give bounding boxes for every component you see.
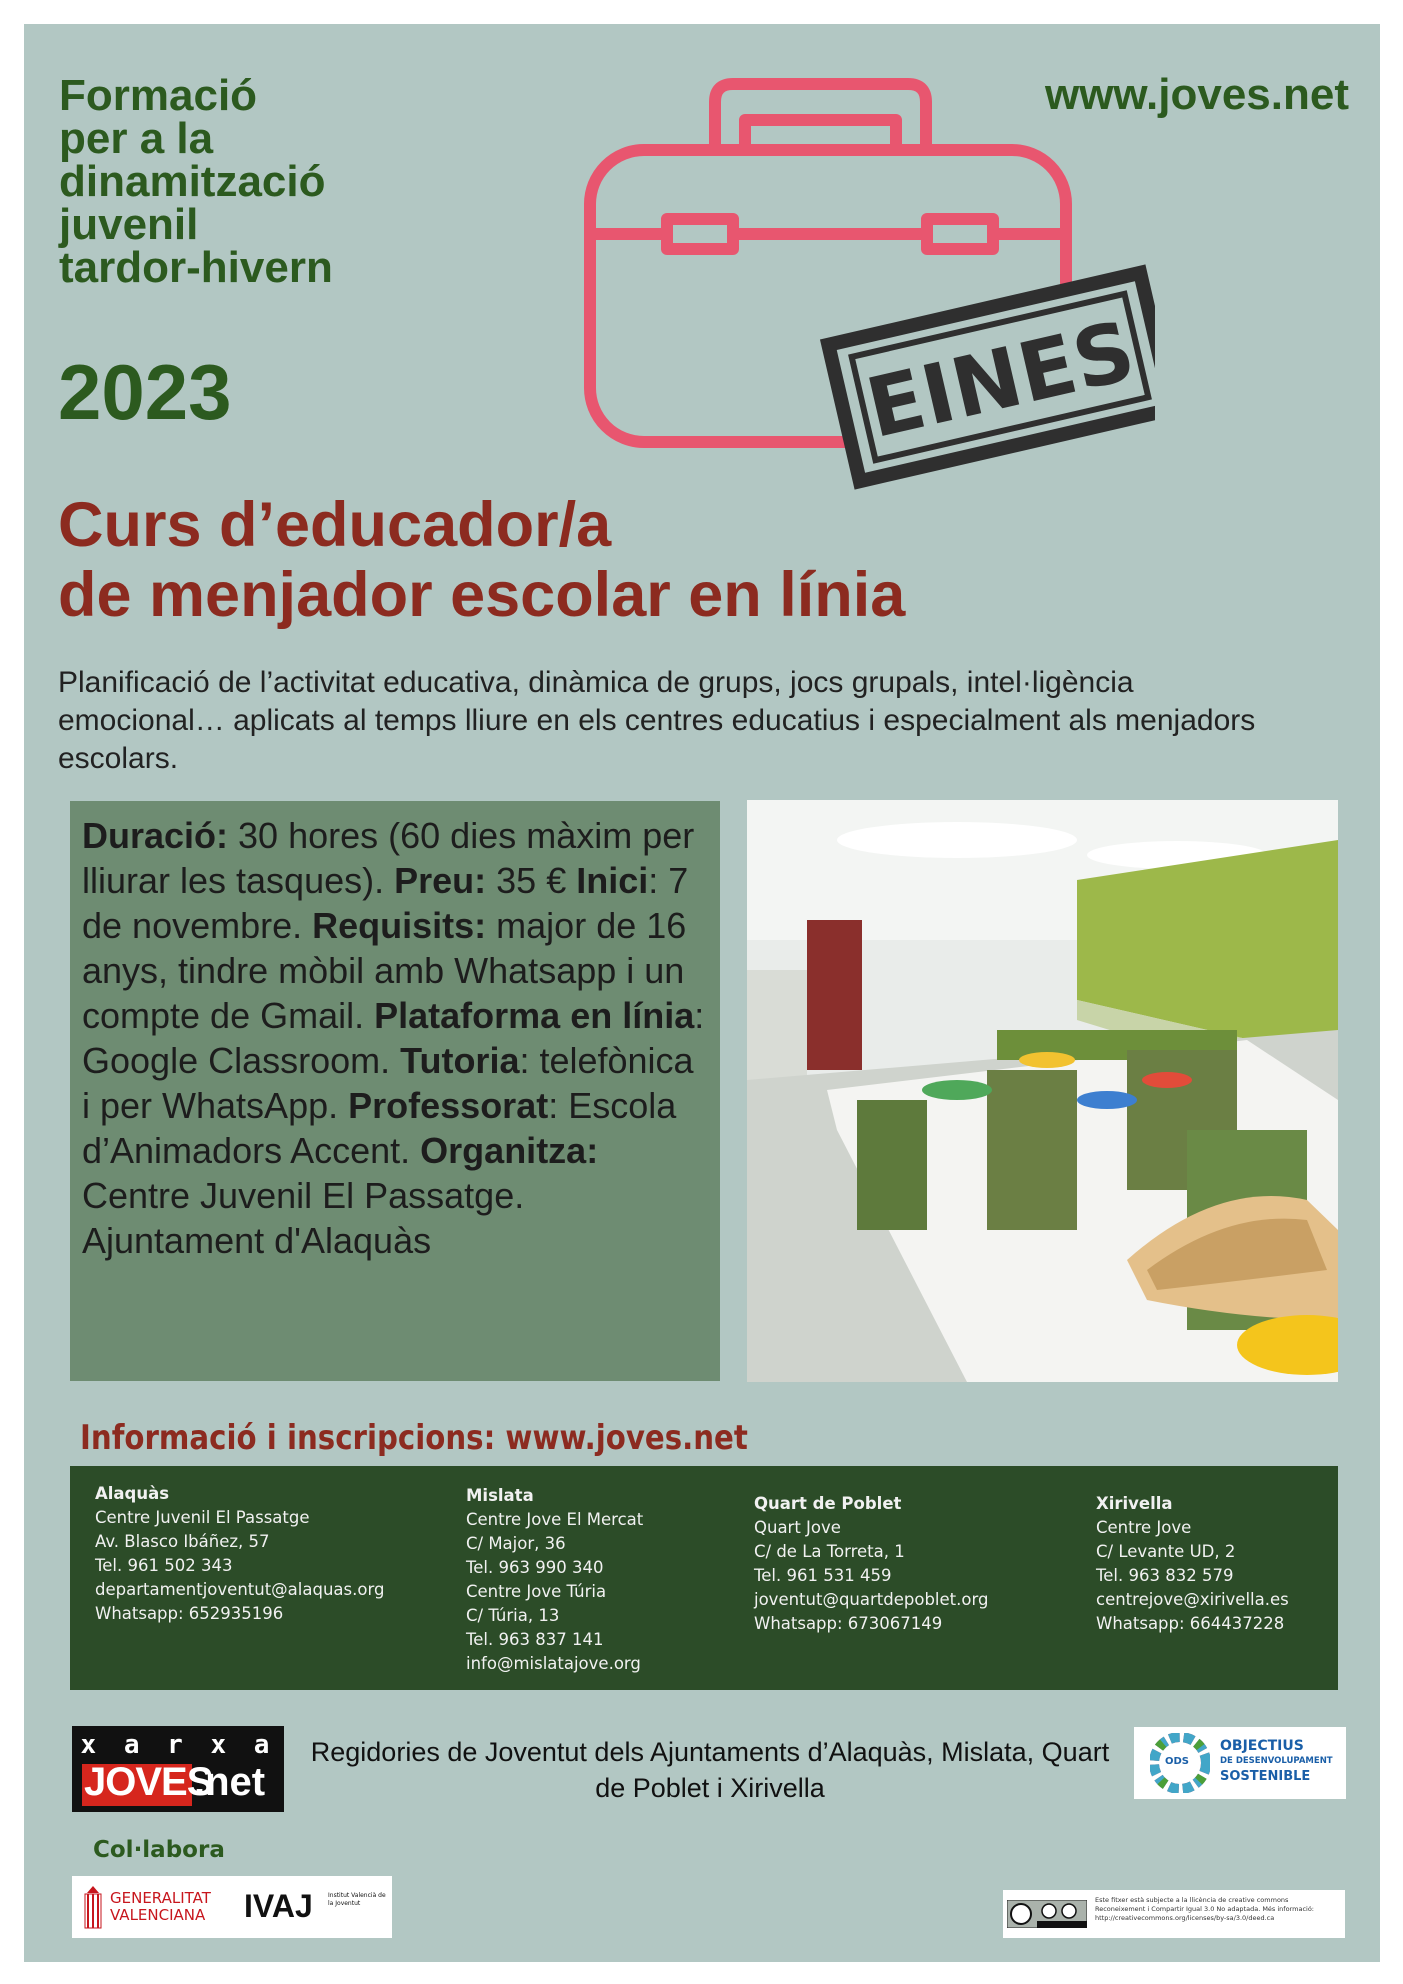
detail-text: : Escola d’Animadors Accent.: [82, 1085, 677, 1171]
eines-stamp: [828, 273, 1155, 481]
contact-line: Tel. 961 502 343: [95, 1556, 233, 1575]
contact-email[interactable]: departamentjoventut@alaquas.org: [95, 1580, 385, 1599]
year: 2023: [58, 348, 232, 436]
contact-line: Tel. 963 832 579: [1096, 1566, 1234, 1585]
course-title-line2: de menjador escolar en línia: [58, 560, 906, 630]
xarxa-top-text: x a r x a: [80, 1730, 276, 1760]
contact-city: Xirivella: [1096, 1494, 1173, 1513]
detail-label-organizer: Organitza:: [420, 1130, 599, 1171]
detail-text: Centre Juvenil El Passatge. Ajuntament d'Alaquàs: [82, 1175, 525, 1261]
contact-line: Centre Juvenil El Passatge: [95, 1508, 310, 1527]
detail-label-start: Inici: [576, 860, 649, 901]
canteen-photo: [747, 800, 1338, 1382]
contacts-box: [70, 1466, 1338, 1690]
ods-badge: ODS: [1165, 1756, 1190, 1767]
ivaj-text: IVAJ: [244, 1888, 313, 1924]
detail-text: 30 hores (60 dies màxim per lliurar les tasques).: [82, 815, 695, 901]
contact-line: Whatsapp: 664437228: [1096, 1614, 1285, 1633]
contact-line: C/ Major, 36: [466, 1534, 566, 1553]
detail-text: : Google Classroom.: [82, 995, 705, 1081]
creative-commons-notice: [1003, 1890, 1345, 1938]
contact-line: Centre Jove Túria: [466, 1582, 607, 1601]
contact-line: Tel. 963 837 141: [466, 1630, 604, 1649]
detail-label-platform: Plataforma en línia: [374, 995, 695, 1036]
contact-city: Quart de Poblet: [754, 1494, 902, 1513]
generalitat-crest-icon: [84, 1884, 102, 1930]
course-intro: Planificació de l’activitat educativa, dinàmica de grups, jocs grupals, intel·ligència emocional… aplicats al temps lliure en els centres educatius i especialment als menjadors escolars.: [58, 666, 1256, 775]
contact-line: Centre Jove: [1096, 1518, 1192, 1537]
regidories-text: Regidories de Joventut dels Ajuntaments d’Alaquàs, Mislata, Quart de Poblet i Xirivella: [310, 1737, 1110, 1803]
ods-line2: DE DESENVOLUPAMENT: [1220, 1756, 1333, 1766]
title-line: Formació: [59, 71, 258, 120]
title-line: dinamització: [59, 157, 326, 206]
contact-line: Quart Jove: [754, 1518, 841, 1537]
generalitat-line1: GENERALITAT: [110, 1889, 211, 1907]
contact-line: C/ de La Torreta, 1: [754, 1542, 905, 1561]
ods-line1: OBJECTIUS: [1220, 1738, 1304, 1754]
course-title: [58, 490, 905, 630]
toolbox-illustration: [555, 62, 1155, 492]
cc-by-sa-icon: [1007, 1900, 1087, 1928]
website-link[interactable]: www.joves.net: [1044, 70, 1349, 119]
stamp-text: EINES: [858, 303, 1144, 458]
xarxa-net-text: .net: [194, 1760, 266, 1804]
generalitat-line2: VALENCIANA: [110, 1906, 206, 1924]
detail-text: : 7 de novembre.: [82, 860, 689, 946]
contact-city: Alaquàs: [95, 1484, 170, 1503]
contact-line: C/ Levante UD, 2: [1096, 1542, 1236, 1561]
contact-line: Tel. 963 990 340: [466, 1558, 604, 1577]
contact-quart-de-poblet: [754, 1492, 988, 1636]
detail-label-price: Preu:: [394, 860, 487, 901]
contact-xirivella: [1096, 1492, 1289, 1636]
info-title: Informació i inscripcions: www.joves.net: [80, 1418, 748, 1458]
contact-alaquas: [95, 1482, 384, 1626]
detail-label-duration: Duració:: [82, 815, 229, 856]
contact-email[interactable]: joventut@quartdepoblet.org: [754, 1590, 989, 1609]
xarxa-joves-text: JOVES: [84, 1760, 213, 1804]
course-details: [70, 801, 720, 1381]
contact-line: Centre Jove El Mercat: [466, 1510, 644, 1529]
generalitat-ivaj-logos: [72, 1876, 392, 1938]
title-line: tardor-hivern: [59, 243, 333, 292]
title-line: juvenil: [59, 200, 199, 249]
collabora-label: Col·labora: [93, 1837, 225, 1863]
course-title-line1: Curs d’educador/a: [58, 490, 612, 560]
contact-line: Whatsapp: 652935196: [95, 1604, 284, 1623]
program-title: [59, 71, 333, 292]
generalitat-text: [110, 1890, 211, 1924]
detail-label-teachers: Professorat: [348, 1085, 549, 1126]
cc-license-text: Este fitxer està subjecte a la llicència de creative commons Reconeixement i Compartir Igual 3.0 No adaptada. Més informació: http://creativecommons.org/licenses/by-sa/3.0/deed.ca: [1095, 1896, 1314, 1922]
contact-line: Whatsapp: 673067149: [754, 1614, 943, 1633]
ivaj-subtext: Institut Valencià de la Joventut: [328, 1892, 386, 1907]
contact-email[interactable]: centrejove@xirivella.es: [1096, 1590, 1289, 1609]
detail-label-requirements: Requisits:: [312, 905, 487, 946]
ods-logo: [1134, 1727, 1346, 1799]
contact-line: Av. Blasco Ibáñez, 57: [95, 1532, 270, 1551]
xarxa-joves-logo: [72, 1726, 284, 1812]
title-line: per a la: [59, 114, 214, 163]
detail-text: 35 €: [486, 860, 577, 901]
ods-line3: SOSTENIBLE: [1220, 1769, 1311, 1784]
contact-line: Tel. 961 531 459: [754, 1566, 892, 1585]
contact-line: C/ Túria, 13: [466, 1606, 560, 1625]
detail-text: : telefònica i per WhatsApp.: [82, 1040, 694, 1126]
contact-mislata: [466, 1484, 643, 1676]
detail-label-tutoring: Tutoria: [400, 1040, 520, 1081]
contact-email[interactable]: info@mislatajove.org: [466, 1654, 641, 1673]
detail-text: major de 16 anys, tindre mòbil amb Whatsapp i un compte de Gmail.: [82, 905, 687, 1036]
contact-city: Mislata: [466, 1486, 534, 1505]
